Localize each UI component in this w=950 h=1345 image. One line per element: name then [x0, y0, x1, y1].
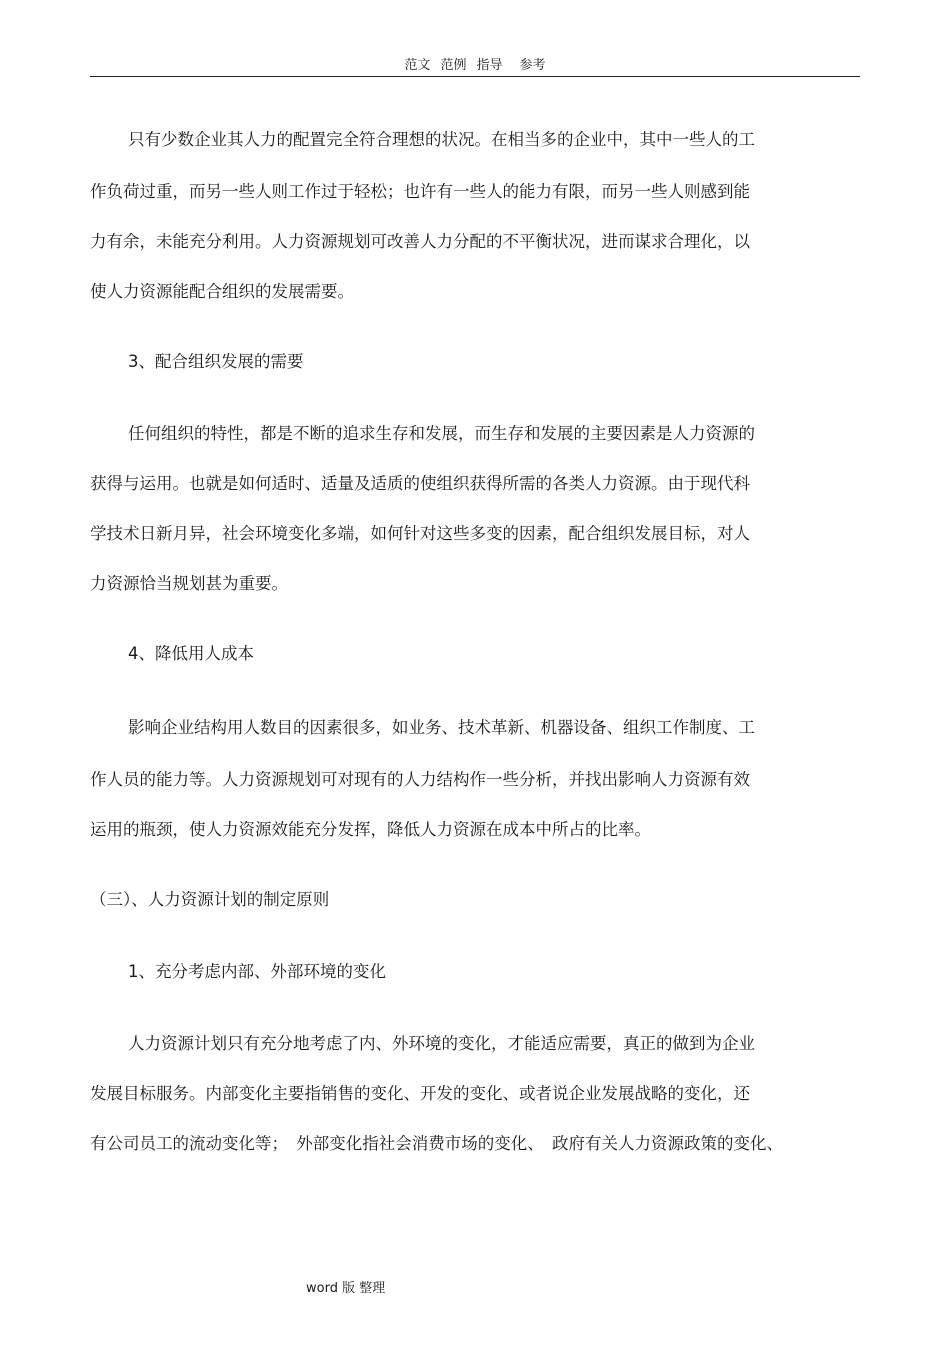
page-footer: word 版 整理 — [306, 1281, 386, 1296]
section-heading: 3、配合组织发展的需要 — [128, 352, 304, 371]
paragraph-line: 运用的瓶颈，使人力资源效能充分发挥，降低人力资源在成本中所占的比率。 — [90, 820, 651, 839]
paragraph-line: 有公司员工的流动变化等； 外部变化指社会消费市场的变化、 政府有关人力资源政策的变化、 — [90, 1134, 783, 1153]
page-header — [0, 54, 950, 73]
paragraph-line: 力有余，未能充分利用。人力资源规划可改善人力分配的不平衡状况，进而谋求合理化，以 — [90, 232, 750, 251]
paragraph-line: 力资源恰当规划甚为重要。 — [90, 574, 288, 593]
paragraph-line: 任何组织的特性，都是不断的追求生存和发展，而生存和发展的主要因素是人力资源的 — [128, 424, 755, 443]
section-heading: 1、充分考虑内部、外部环境的变化 — [128, 962, 386, 981]
paragraph-line: 使人力资源能配合组织的发展需要。 — [90, 282, 354, 301]
section-heading: 4、降低用人成本 — [128, 644, 254, 663]
section-heading: （三）、人力资源计划的制定原则 — [90, 890, 330, 909]
paragraph-line: 影响企业结构用人数目的因素很多，如业务、技术革新、机器设备、组织工作制度、工 — [128, 718, 755, 737]
header-item: 指导 — [476, 58, 503, 73]
header-item: 范例 — [440, 58, 467, 73]
paragraph-line: 发展目标服务。内部变化主要指销售的变化、开发的变化、或者说企业发展战略的变化，还 — [90, 1084, 750, 1103]
header-item: 参考 — [519, 58, 546, 73]
header-item: 范文 — [404, 58, 431, 73]
paragraph-line: 人力资源计划只有充分地考虑了内、外环境的变化，才能适应需要，真正的做到为企业 — [128, 1034, 755, 1053]
paragraph-line: 作人员的能力等。人力资源规划可对现有的人力结构作一些分析，并找出影响人力资源有效 — [90, 770, 750, 789]
paragraph-line: 作负荷过重，而另一些人则工作过于轻松；也许有一些人的能力有限，而另一些人则感到能 — [90, 182, 750, 201]
header-divider — [90, 76, 860, 77]
paragraph-line: 获得与运用。也就是如何适时、适量及适质的使组织获得所需的各类人力资源。由于现代科 — [90, 474, 750, 493]
paragraph-line: 只有少数企业其人力的配置完全符合理想的状况。在相当多的企业中，其中一些人的工 — [128, 130, 755, 149]
paragraph-line: 学技术日新月异，社会环境变化多端，如何针对这些多变的因素，配合组织发展目标，对人 — [90, 524, 750, 543]
